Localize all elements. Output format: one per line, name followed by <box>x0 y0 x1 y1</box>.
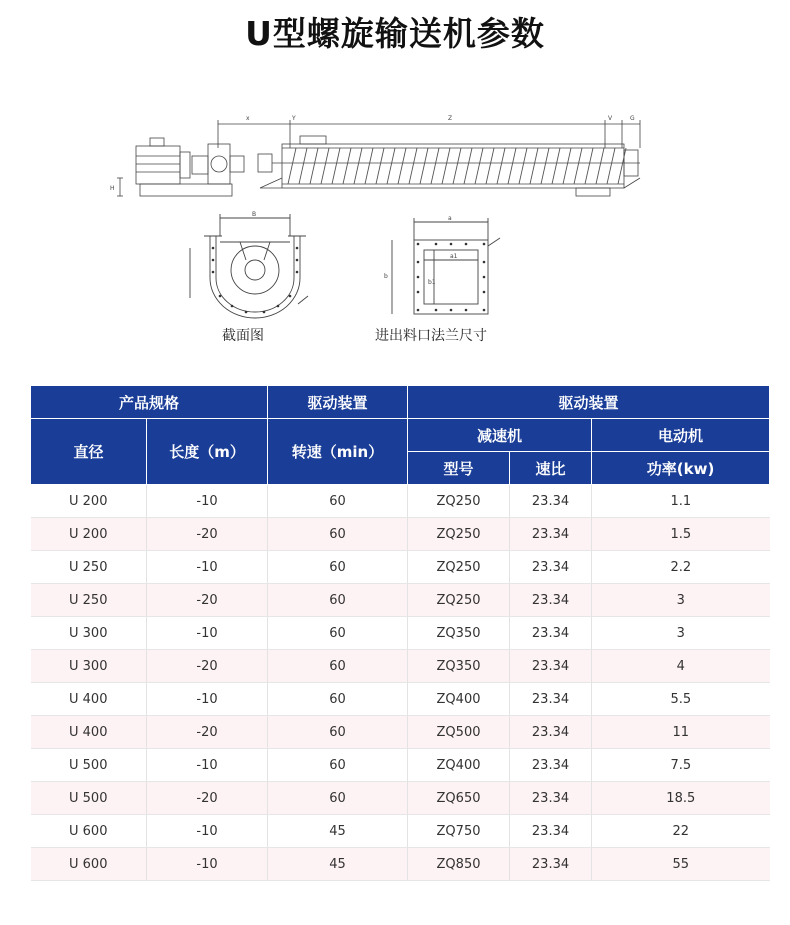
header-spec: 产品规格 <box>31 386 268 419</box>
cell-length: -20 <box>147 584 268 617</box>
cell-speed: 60 <box>268 551 408 584</box>
cell-diameter: U 200 <box>31 485 147 518</box>
cell-model: ZQ650 <box>408 782 510 815</box>
spec-table <box>30 385 770 881</box>
cell-length: -20 <box>147 782 268 815</box>
cell-diameter: U 500 <box>31 782 147 815</box>
cell-model: ZQ400 <box>408 683 510 716</box>
svg-text:x: x <box>246 115 250 122</box>
cell-diameter: U 500 <box>31 749 147 782</box>
cell-power: 1.1 <box>592 485 770 518</box>
cell-length: -10 <box>147 617 268 650</box>
cell-power: 7.5 <box>592 749 770 782</box>
cell-power: 3 <box>592 617 770 650</box>
cell-length: -10 <box>147 815 268 848</box>
cell-length: -20 <box>147 518 268 551</box>
table-row <box>31 518 770 551</box>
cell-length: -10 <box>147 848 268 881</box>
cell-speed: 45 <box>268 815 408 848</box>
cell-model: ZQ750 <box>408 815 510 848</box>
cell-diameter: U 300 <box>31 617 147 650</box>
cell-power: 11 <box>592 716 770 749</box>
cell-diameter: U 250 <box>31 584 147 617</box>
svg-text:Z: Z <box>448 115 453 122</box>
cell-ratio: 23.34 <box>510 782 592 815</box>
conveyor-side-drawing <box>100 108 660 203</box>
cell-speed: 60 <box>268 782 408 815</box>
cell-power: 1.5 <box>592 518 770 551</box>
cell-diameter: U 200 <box>31 518 147 551</box>
cell-diameter: U 600 <box>31 815 147 848</box>
svg-text:b1: b1 <box>428 279 436 286</box>
cell-length: -20 <box>147 650 268 683</box>
page-title: U型螺旋输送机参数 <box>245 14 545 53</box>
cell-diameter: U 300 <box>31 650 147 683</box>
cell-ratio: 23.34 <box>510 518 592 551</box>
cell-speed: 45 <box>268 848 408 881</box>
table-row <box>31 716 770 749</box>
cell-speed: 60 <box>268 650 408 683</box>
cell-model: ZQ350 <box>408 617 510 650</box>
table-row <box>31 749 770 782</box>
cell-model: ZQ250 <box>408 551 510 584</box>
cell-length: -10 <box>147 551 268 584</box>
cell-speed: 60 <box>268 518 408 551</box>
cell-diameter: U 250 <box>31 551 147 584</box>
cell-length: -10 <box>147 683 268 716</box>
cell-speed: 60 <box>268 584 408 617</box>
table-row <box>31 650 770 683</box>
table-row <box>31 617 770 650</box>
header-length: 长度（m） <box>147 419 268 485</box>
table-row <box>31 848 770 881</box>
cell-diameter: U 400 <box>31 716 147 749</box>
header-motor: 电动机 <box>592 419 770 452</box>
cell-model: ZQ250 <box>408 584 510 617</box>
cell-length: -10 <box>147 485 268 518</box>
cell-model: ZQ250 <box>408 485 510 518</box>
table-row <box>31 815 770 848</box>
table-row <box>31 782 770 815</box>
svg-text:a1: a1 <box>450 253 458 260</box>
cell-model: ZQ250 <box>408 518 510 551</box>
cell-speed: 60 <box>268 716 408 749</box>
cell-power: 4 <box>592 650 770 683</box>
svg-text:G: G <box>630 115 635 122</box>
cell-speed: 60 <box>268 683 408 716</box>
cell-ratio: 23.34 <box>510 749 592 782</box>
cell-ratio: 23.34 <box>510 650 592 683</box>
flange-caption: 进出料口法兰尺寸 <box>375 328 487 344</box>
cell-model: ZQ400 <box>408 749 510 782</box>
cell-ratio: 23.34 <box>510 485 592 518</box>
svg-text:b: b <box>384 273 388 280</box>
table-row <box>31 551 770 584</box>
svg-text:B: B <box>252 211 257 218</box>
cell-ratio: 23.34 <box>510 617 592 650</box>
cell-power: 5.5 <box>592 683 770 716</box>
header-ratio: 速比 <box>510 452 592 485</box>
cell-ratio: 23.34 <box>510 716 592 749</box>
svg-text:a: a <box>448 215 452 222</box>
header-power: 功率(kw) <box>592 452 770 485</box>
cell-ratio: 23.34 <box>510 848 592 881</box>
header-speed: 转速（min） <box>268 419 408 485</box>
svg-text:V: V <box>608 115 613 122</box>
cell-diameter: U 600 <box>31 848 147 881</box>
cross-section-drawing <box>180 208 320 323</box>
section-caption: 截面图 <box>222 328 264 344</box>
cell-ratio: 23.34 <box>510 683 592 716</box>
cell-diameter: U 400 <box>31 683 147 716</box>
cell-model: ZQ350 <box>408 650 510 683</box>
svg-text:Y: Y <box>292 115 296 122</box>
cell-ratio: 23.34 <box>510 584 592 617</box>
header-model: 型号 <box>408 452 510 485</box>
cell-model: ZQ850 <box>408 848 510 881</box>
table-row <box>31 683 770 716</box>
cell-speed: 60 <box>268 485 408 518</box>
cell-speed: 60 <box>268 617 408 650</box>
header-drive-2: 驱动装置 <box>408 386 770 419</box>
cell-ratio: 23.34 <box>510 551 592 584</box>
header-reducer: 减速机 <box>408 419 592 452</box>
cell-length: -20 <box>147 716 268 749</box>
cell-power: 22 <box>592 815 770 848</box>
cell-power: 3 <box>592 584 770 617</box>
cell-length: -10 <box>147 749 268 782</box>
cell-speed: 60 <box>268 749 408 782</box>
cell-power: 18.5 <box>592 782 770 815</box>
svg-text:H: H <box>110 185 115 192</box>
cell-model: ZQ500 <box>408 716 510 749</box>
cell-power: 2.2 <box>592 551 770 584</box>
flange-drawing <box>380 212 510 327</box>
cell-power: 55 <box>592 848 770 881</box>
table-row <box>31 485 770 518</box>
header-diameter: 直径 <box>31 419 147 485</box>
cell-ratio: 23.34 <box>510 815 592 848</box>
table-row <box>31 584 770 617</box>
header-drive-1: 驱动装置 <box>268 386 408 419</box>
